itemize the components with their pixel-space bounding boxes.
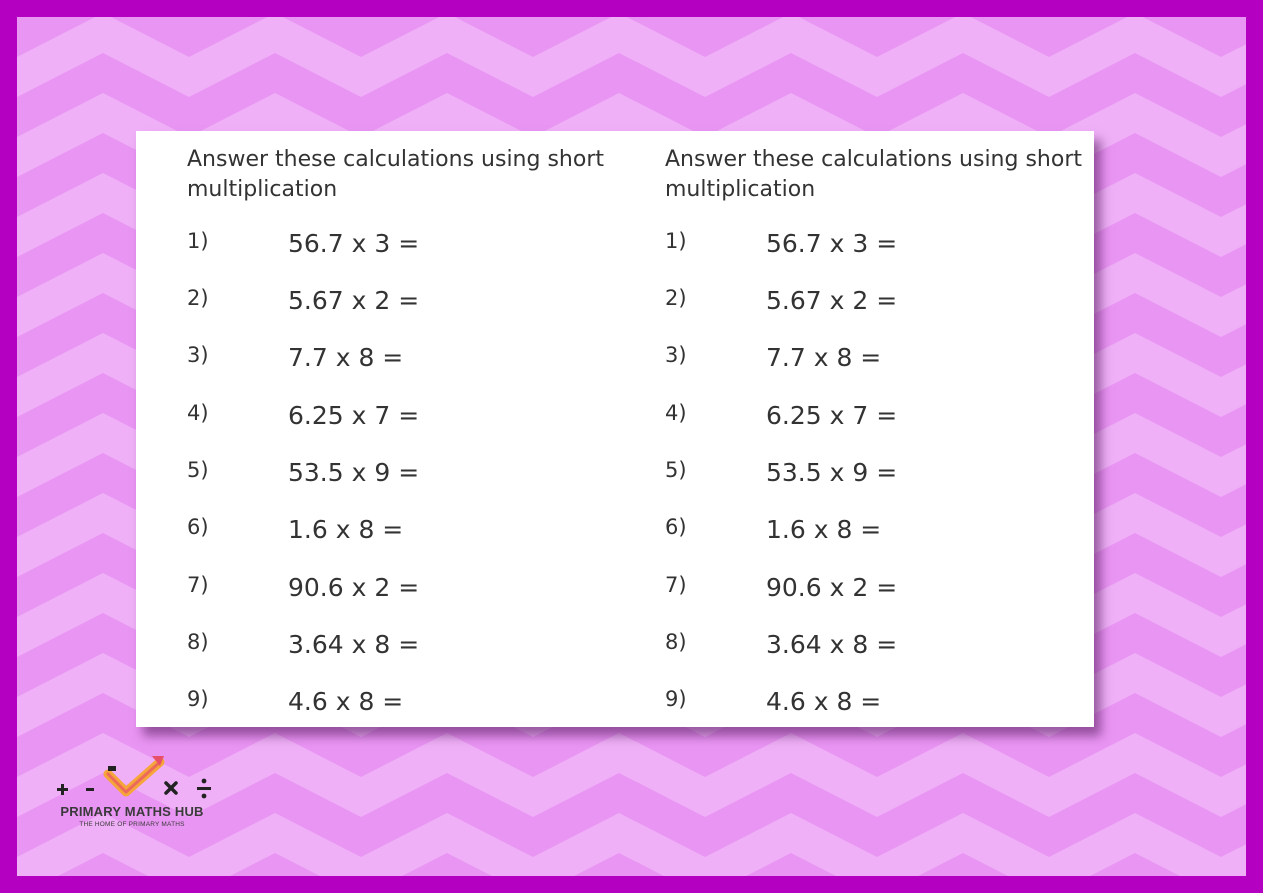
question-number: 1): [187, 229, 209, 253]
question-row: [187, 630, 627, 670]
question-number: 3): [665, 343, 687, 367]
logo-title: PRIMARY MATHS HUB: [60, 804, 204, 819]
question-expression: 53.5 x 9 =: [288, 458, 420, 487]
question-number: 4): [187, 401, 209, 425]
question-expression: 53.5 x 9 =: [766, 458, 898, 487]
question-number: 9): [187, 687, 209, 711]
question-number: 8): [187, 630, 209, 654]
minus-icon: [86, 788, 94, 791]
question-number: 1): [665, 229, 687, 253]
question-expression: 1.6 x 8 =: [766, 515, 882, 544]
question-expression: 7.7 x 8 =: [766, 343, 882, 372]
question-expression: 1.6 x 8 =: [288, 515, 404, 544]
question-expression: 3.64 x 8 =: [288, 630, 420, 659]
worksheet-card: [136, 131, 1094, 727]
question-expression: 5.67 x 2 =: [288, 286, 420, 315]
question-row: [665, 286, 1105, 326]
question-expression: 7.7 x 8 =: [288, 343, 404, 372]
question-expression: 6.25 x 7 =: [766, 401, 898, 430]
question-row: [187, 573, 627, 613]
question-row: [187, 286, 627, 326]
pencil-check-icon: [108, 756, 164, 792]
question-row: [665, 515, 1105, 555]
question-row: [665, 630, 1105, 670]
question-expression: 90.6 x 2 =: [766, 573, 898, 602]
worksheet-column-right: [665, 131, 1105, 727]
question-expression: 6.25 x 7 =: [288, 401, 420, 430]
logo-symbols-icon: [44, 752, 224, 804]
question-row: [665, 229, 1105, 269]
question-number: 6): [187, 515, 209, 539]
question-row: [187, 401, 627, 441]
question-number: 8): [665, 630, 687, 654]
question-number: 2): [187, 286, 209, 310]
chevron-band: [17, 17, 1246, 97]
worksheet-heading: Answer these calculations using short multiplication: [187, 147, 604, 202]
question-expression: 5.67 x 2 =: [766, 286, 898, 315]
question-row: [665, 343, 1105, 383]
divide-icon: [197, 779, 211, 799]
question-expression: 56.7 x 3 =: [288, 229, 420, 258]
question-row: [187, 458, 627, 498]
question-expression: 4.6 x 8 =: [288, 687, 404, 716]
question-expression: 56.7 x 3 =: [766, 229, 898, 258]
question-expression: 90.6 x 2 =: [288, 573, 420, 602]
question-row: [187, 687, 627, 727]
question-number: 4): [665, 401, 687, 425]
question-row: [665, 458, 1105, 498]
times-icon: [166, 783, 176, 793]
question-number: 7): [665, 573, 687, 597]
question-number: 2): [665, 286, 687, 310]
question-row: [665, 687, 1105, 727]
logo-tagline: THE HOME OF PRIMARY MATHS: [79, 821, 185, 828]
question-number: 3): [187, 343, 209, 367]
question-row: [665, 573, 1105, 613]
question-number: 5): [187, 458, 209, 482]
worksheet-heading: Answer these calculations using short multiplication: [665, 147, 1082, 202]
question-expression: 3.64 x 8 =: [766, 630, 898, 659]
question-expression: 4.6 x 8 =: [766, 687, 882, 716]
question-row: [187, 229, 627, 269]
question-row: [665, 401, 1105, 441]
question-row: [187, 515, 627, 555]
question-number: 6): [665, 515, 687, 539]
question-row: [187, 343, 627, 383]
question-number: 9): [665, 687, 687, 711]
plus-icon: [57, 784, 68, 795]
question-number: 7): [187, 573, 209, 597]
worksheet-column-left: [187, 131, 627, 727]
question-number: 5): [665, 458, 687, 482]
primary-maths-hub-logo: [44, 752, 224, 832]
